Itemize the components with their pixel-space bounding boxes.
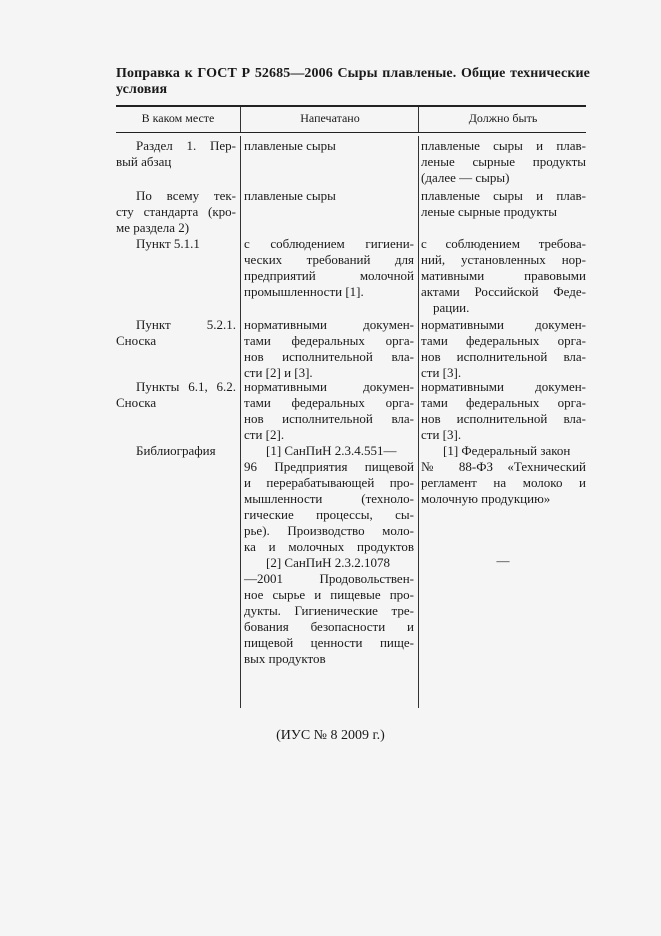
- table-row-6-should-be-dash: —: [496, 553, 510, 568]
- table-top-rule: [116, 105, 586, 107]
- page-title: Поправка к ГОСТ Р 52685—2006 Сыры плавленые. Общие технические условия: [116, 66, 590, 97]
- table-row-6-printed: [1] СанПиН 2.3.4.551— 96 Предприятия пищевой и перерабатывающей про- мышленности (техноло- гические процессы, сы- рье). Производство моло- ка и молочных продуктов [2] СанПиН 2.3.2.1078 —2001 Продовольствен- ное сырье и пищевые про- дукты. Гигиенические тре- бования безопасности и пищевой ценности пище- вых продуктов: [244, 443, 414, 666]
- table-row-1-should-be: плавленые сыры и плав- леные сырные продукты (далее — сыры): [421, 138, 586, 185]
- table-row-1-printed: плавленые сыры: [244, 138, 336, 153]
- column-divider-2: [418, 136, 419, 708]
- column-header-should-be: Должно быть: [468, 111, 538, 125]
- table-header-rule: [116, 132, 586, 133]
- table-row-3-printed: с соблюдением гигиени- ческих требований для предприятий молочной промышленности [1].: [244, 236, 414, 299]
- table-row-2-printed: плавленые сыры: [244, 188, 336, 203]
- table-row-5-should-be: нормативными докумен- тами федеральных орга- нов исполнительной вла- сти [3].: [421, 379, 586, 442]
- column-header-printed: Напечатано: [300, 111, 360, 125]
- column-divider-header-1: [240, 107, 241, 132]
- column-header-place: В каком месте: [141, 111, 215, 125]
- table-row-6-place: Библиография: [136, 443, 216, 458]
- table-row-5-place: Пункты 6.1, 6.2. Сноска: [116, 379, 236, 410]
- table-row-4-should-be: нормативными докумен- тами федеральных орга- нов исполнительной вла- сти [3].: [421, 317, 586, 380]
- table-row-2-place: По всему тек- сту стандарта (кро- ме раздела 2): [116, 188, 236, 235]
- table-row-3-place: Пункт 5.1.1: [136, 236, 200, 251]
- column-divider-header-2: [418, 107, 419, 132]
- column-divider-1: [240, 136, 241, 708]
- table-row-1-place: Раздел 1. Пер- вый абзац: [116, 138, 236, 169]
- footer-note: (ИУС № 8 2009 г.): [276, 728, 385, 743]
- table-row-4-place: Пункт 5.2.1. Сноска: [116, 317, 236, 348]
- table-row-5-printed: нормативными докумен- тами федеральных орга- нов исполнительной вла- сти [2].: [244, 379, 414, 442]
- table-row-6-should-be: [1] Федеральный закон № 88-ФЗ «Технический регламент на молоко и молочную продукцию»: [421, 443, 586, 506]
- table-row-4-printed: нормативными докумен- тами федеральных орга- нов исполнительной вла- сти [2] и [3].: [244, 317, 414, 380]
- table-row-3-should-be: с соблюдением требова- ний, установленных нор- мативными правовыми актами Российской Феде- рации.: [421, 236, 586, 315]
- table-row-2-should-be: плавленые сыры и плав- леные сырные продукты: [421, 188, 586, 219]
